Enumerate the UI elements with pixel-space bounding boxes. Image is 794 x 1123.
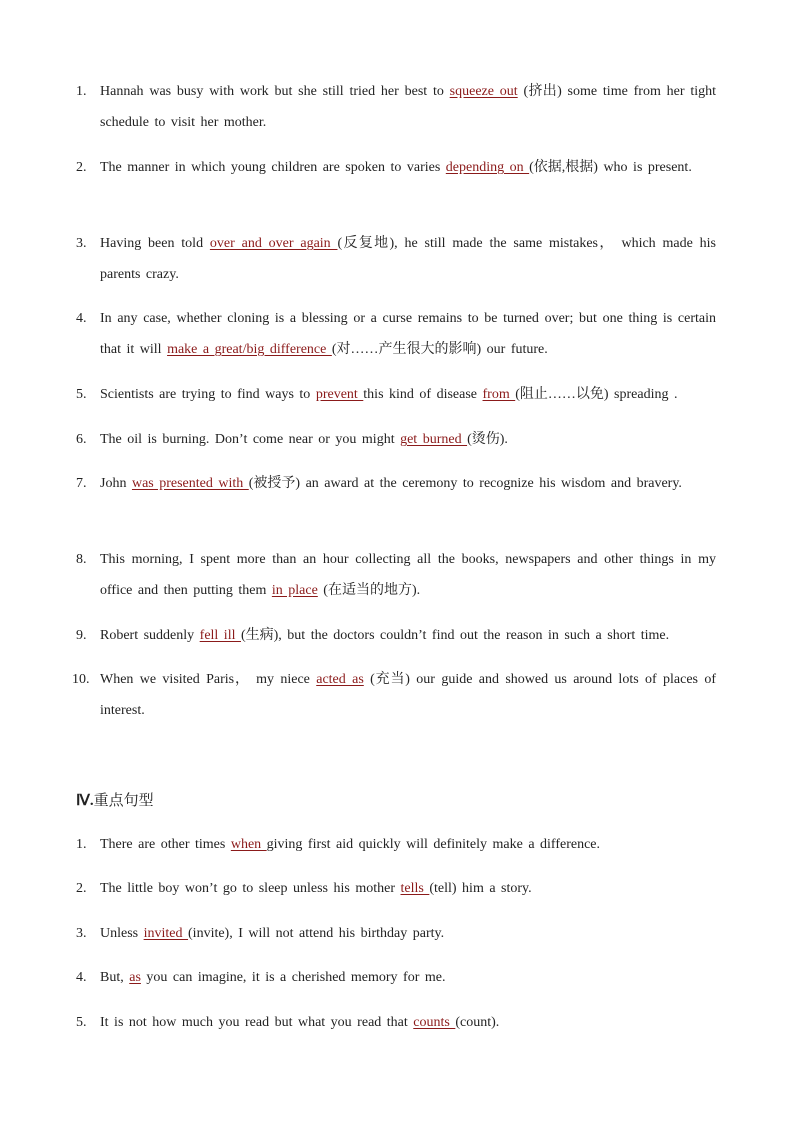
list-item <box>76 379 716 410</box>
sentence-text: (count). <box>455 1015 500 1030</box>
sentence-text: (被授予) an award at the ceremony to recognize his wisdom and bravery. <box>248 476 682 491</box>
list-item <box>76 620 716 651</box>
answer-blank: make a great/big difference <box>167 342 332 357</box>
answer-blank: invited <box>143 926 189 941</box>
sentence-text: It is not how much you read but what you read that <box>100 1015 414 1030</box>
item-number: 4. <box>76 970 87 985</box>
answer-blank: from <box>482 387 516 402</box>
item-text <box>100 468 716 499</box>
answer-blank: squeeze out <box>449 84 518 99</box>
sentence-text: This morning, I spent more than an hour collecting all the books, newspapers and other things in my office and then putting them <box>100 552 716 598</box>
item-number: 3. <box>76 236 87 251</box>
sentence-text: (反复地), he still made the same mistakes， which made his parents crazy. <box>100 236 716 282</box>
item-number: 9. <box>76 628 87 643</box>
item-text <box>100 152 716 183</box>
item-text <box>100 829 716 860</box>
sentence-text: (对……产生很大的影响) our future. <box>331 342 548 357</box>
item-text <box>100 424 716 455</box>
sentence-text: In any case, whether cloning is a blessing or a curse remains to be turned over; but one thing is certain that it will <box>100 311 716 357</box>
item-number: 1. <box>76 837 87 852</box>
answer-blank: counts <box>413 1015 456 1030</box>
sentence-text: The manner in which young children are spoken to varies <box>100 160 446 175</box>
section-number: Ⅳ. <box>76 793 94 809</box>
sentence-text: (在适当的地方). <box>317 583 421 598</box>
section-title: 重点句型 <box>93 791 154 809</box>
sentence-text: (依据,根据) who is present. <box>529 160 692 175</box>
item-text <box>100 664 716 726</box>
item-number: 10. <box>72 672 90 687</box>
sentence-text: There are other times <box>100 837 231 852</box>
list-item <box>76 468 716 499</box>
sentence-text: Hannah was busy with work but she still tried her best to <box>100 84 450 99</box>
item-text <box>100 303 716 365</box>
sentence-text: The little boy won’t go to sleep unless his mother <box>100 881 401 896</box>
item-number: 7. <box>76 476 87 491</box>
sentence-text: giving first aid quickly will definitely make a difference. <box>266 837 601 852</box>
list-item <box>76 829 716 860</box>
answer-blank: tells <box>400 881 430 896</box>
sentence-text: (挤出) some time from her tight schedule to visit her mother. <box>100 84 716 130</box>
answer-blank: was presented with <box>131 476 249 491</box>
item-text <box>100 918 716 949</box>
answer-blank: in place <box>271 583 318 598</box>
sentence-text: Robert suddenly <box>100 628 200 643</box>
list-item <box>76 873 716 904</box>
item-text <box>100 544 716 606</box>
sentence-text: The oil is burning. Don’t come near or you might <box>100 432 401 447</box>
item-text <box>100 228 716 290</box>
section-heading <box>76 786 154 815</box>
sentence-text: But, <box>100 970 130 985</box>
list-item <box>76 1007 716 1038</box>
answer-blank: fell ill <box>199 628 241 643</box>
item-text <box>100 873 716 904</box>
list-item <box>76 303 716 365</box>
answer-blank: when <box>230 837 267 852</box>
item-number: 1. <box>76 84 87 99</box>
list-item <box>76 424 716 455</box>
sentence-text: Scientists are trying to find ways to <box>100 387 316 402</box>
list-item <box>76 228 716 290</box>
item-text <box>100 76 716 138</box>
item-text <box>100 962 716 993</box>
item-text <box>100 1007 716 1038</box>
item-text <box>100 379 716 410</box>
sentence-text: (tell) him a story. <box>429 881 532 896</box>
sentence-text: (生病), but the doctors couldn’t find out the reason in such a short time. <box>240 628 670 643</box>
list-item <box>76 76 716 138</box>
list-item <box>72 664 716 726</box>
answer-blank: depending on <box>445 160 530 175</box>
answer-blank: as <box>129 970 141 985</box>
sentence-text: (阻止……以免) spreading . <box>515 387 678 402</box>
answer-blank: get burned <box>400 432 468 447</box>
item-number: 5. <box>76 1015 87 1030</box>
item-text <box>100 620 716 651</box>
item-number: 8. <box>76 552 87 567</box>
answer-blank: acted as <box>316 672 364 687</box>
item-number: 2. <box>76 160 87 175</box>
item-number: 4. <box>76 311 87 326</box>
item-number: 2. <box>76 881 87 896</box>
list-item <box>76 544 716 606</box>
answer-blank: prevent <box>315 387 364 402</box>
item-number: 6. <box>76 432 87 447</box>
sentence-text: this kind of disease <box>363 387 483 402</box>
sentence-text: (充当) our guide and showed us around lots of places of interest. <box>100 672 716 718</box>
sentence-text: Unless <box>100 926 144 941</box>
sentence-text: you can imagine, it is a cherished memory for me. <box>140 970 446 985</box>
item-number: 5. <box>76 387 87 402</box>
sentence-text: Having been told <box>100 236 210 251</box>
list-item <box>76 918 716 949</box>
sentence-text: When we visited Paris， my niece <box>100 672 317 687</box>
sentence-text: (invite), I will not attend his birthday party. <box>188 926 445 941</box>
list-item <box>76 962 716 993</box>
answer-blank: over and over again <box>209 236 338 251</box>
sentence-text: (烫伤). <box>467 432 508 447</box>
sentence-text: John <box>100 476 132 491</box>
item-number: 3. <box>76 926 87 941</box>
list-item <box>76 152 716 183</box>
